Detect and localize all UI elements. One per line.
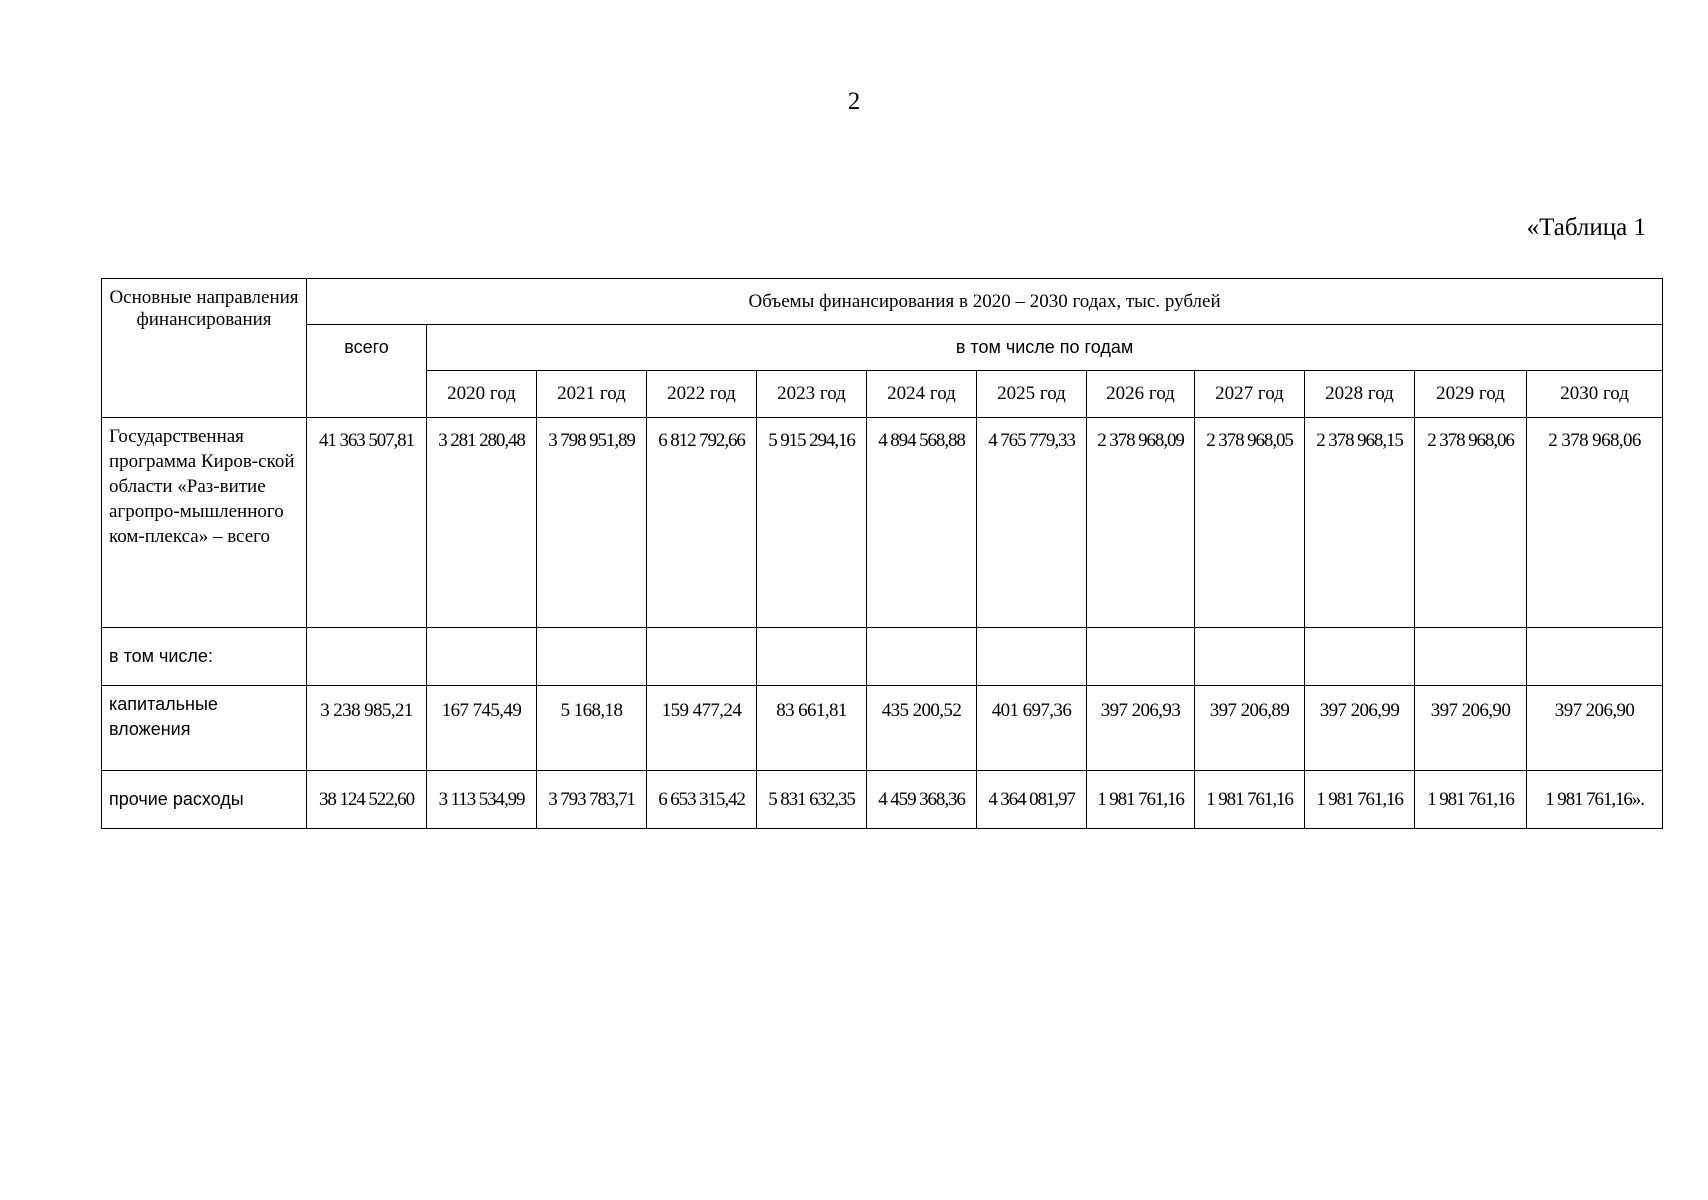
cell-2021: 3 798 951,89 — [537, 418, 647, 628]
header-year-2030: 2030 год — [1527, 371, 1663, 418]
cell-2029: 2 378 968,06 — [1415, 418, 1527, 628]
cell-2026: 2 378 968,09 — [1087, 418, 1195, 628]
financing-table — [101, 278, 1663, 829]
cell-2028 — [1305, 628, 1415, 686]
cell-2024 — [867, 628, 977, 686]
table-caption: «Таблица 1 — [1526, 214, 1646, 241]
cell-total: 38 124 522,60 — [307, 771, 427, 829]
cell-2024: 4 894 568,88 — [867, 418, 977, 628]
cell-2026: 1 981 761,16 — [1087, 771, 1195, 829]
cell-2030: 1 981 761,16». — [1527, 771, 1663, 829]
cell-2022: 6 812 792,66 — [647, 418, 757, 628]
header-year-2022: 2022 год — [647, 371, 757, 418]
table-row — [102, 686, 1663, 771]
header-by-years: в том числе по годам — [427, 325, 1663, 371]
cell-2027: 397 206,89 — [1195, 686, 1305, 771]
cell-2024: 435 200,52 — [867, 686, 977, 771]
cell-2025: 401 697,36 — [977, 686, 1087, 771]
table-row — [102, 628, 1663, 686]
cell-2030 — [1527, 628, 1663, 686]
cell-2024: 4 459 368,36 — [867, 771, 977, 829]
cell-2030: 397 206,90 — [1527, 686, 1663, 771]
cell-2023: 5 831 632,35 — [757, 771, 867, 829]
cell-2021: 5 168,18 — [537, 686, 647, 771]
header-total: всего — [307, 325, 427, 418]
cell-2020 — [427, 628, 537, 686]
cell-2020: 3 113 534,99 — [427, 771, 537, 829]
cell-2029: 1 981 761,16 — [1415, 771, 1527, 829]
cell-2023 — [757, 628, 867, 686]
header-year-2023: 2023 год — [757, 371, 867, 418]
header-year-2020: 2020 год — [427, 371, 537, 418]
header-directions: Основные направления финансирования — [102, 279, 307, 418]
cell-2022: 159 477,24 — [647, 686, 757, 771]
cell-2022: 6 653 315,42 — [647, 771, 757, 829]
header-year-2027: 2027 год — [1195, 371, 1305, 418]
cell-2020: 3 281 280,48 — [427, 418, 537, 628]
row-label-capital-investments: капитальные вложения — [102, 686, 307, 771]
header-year-2026: 2026 год — [1087, 371, 1195, 418]
cell-2025 — [977, 628, 1087, 686]
header-year-2029: 2029 год — [1415, 371, 1527, 418]
cell-2028: 2 378 968,15 — [1305, 418, 1415, 628]
cell-2025: 4 364 081,97 — [977, 771, 1087, 829]
table-row — [102, 418, 1663, 628]
cell-2023: 5 915 294,16 — [757, 418, 867, 628]
page-number: 2 — [847, 88, 861, 115]
cell-2027: 2 378 968,05 — [1195, 418, 1305, 628]
cell-2025: 4 765 779,33 — [977, 418, 1087, 628]
header-year-2021: 2021 год — [537, 371, 647, 418]
cell-2030: 2 378 968,06 — [1527, 418, 1663, 628]
header-year-2024: 2024 год — [867, 371, 977, 418]
cell-total — [307, 628, 427, 686]
cell-2021: 3 793 783,71 — [537, 771, 647, 829]
table-row — [102, 771, 1663, 829]
header-year-2025: 2025 год — [977, 371, 1087, 418]
row-label-other-expenses: прочие расходы — [102, 771, 307, 829]
cell-2029 — [1415, 628, 1527, 686]
row-label-program-total: Государственная программа Киров-ской области «Раз-витие агропро-мышленного ком-плекса» – всего — [102, 418, 307, 628]
cell-2027 — [1195, 628, 1305, 686]
header-volumes: Объемы финансирования в 2020 – 2030 годах, тыс. рублей — [307, 279, 1663, 325]
cell-total: 41 363 507,81 — [307, 418, 427, 628]
cell-2023: 83 661,81 — [757, 686, 867, 771]
cell-2029: 397 206,90 — [1415, 686, 1527, 771]
header-year-2028: 2028 год — [1305, 371, 1415, 418]
cell-2027: 1 981 761,16 — [1195, 771, 1305, 829]
cell-2028: 1 981 761,16 — [1305, 771, 1415, 829]
cell-2020: 167 745,49 — [427, 686, 537, 771]
cell-2026 — [1087, 628, 1195, 686]
cell-2028: 397 206,99 — [1305, 686, 1415, 771]
cell-2022 — [647, 628, 757, 686]
cell-total: 3 238 985,21 — [307, 686, 427, 771]
cell-2021 — [537, 628, 647, 686]
cell-2026: 397 206,93 — [1087, 686, 1195, 771]
row-label-including: в том числе: — [102, 628, 307, 686]
